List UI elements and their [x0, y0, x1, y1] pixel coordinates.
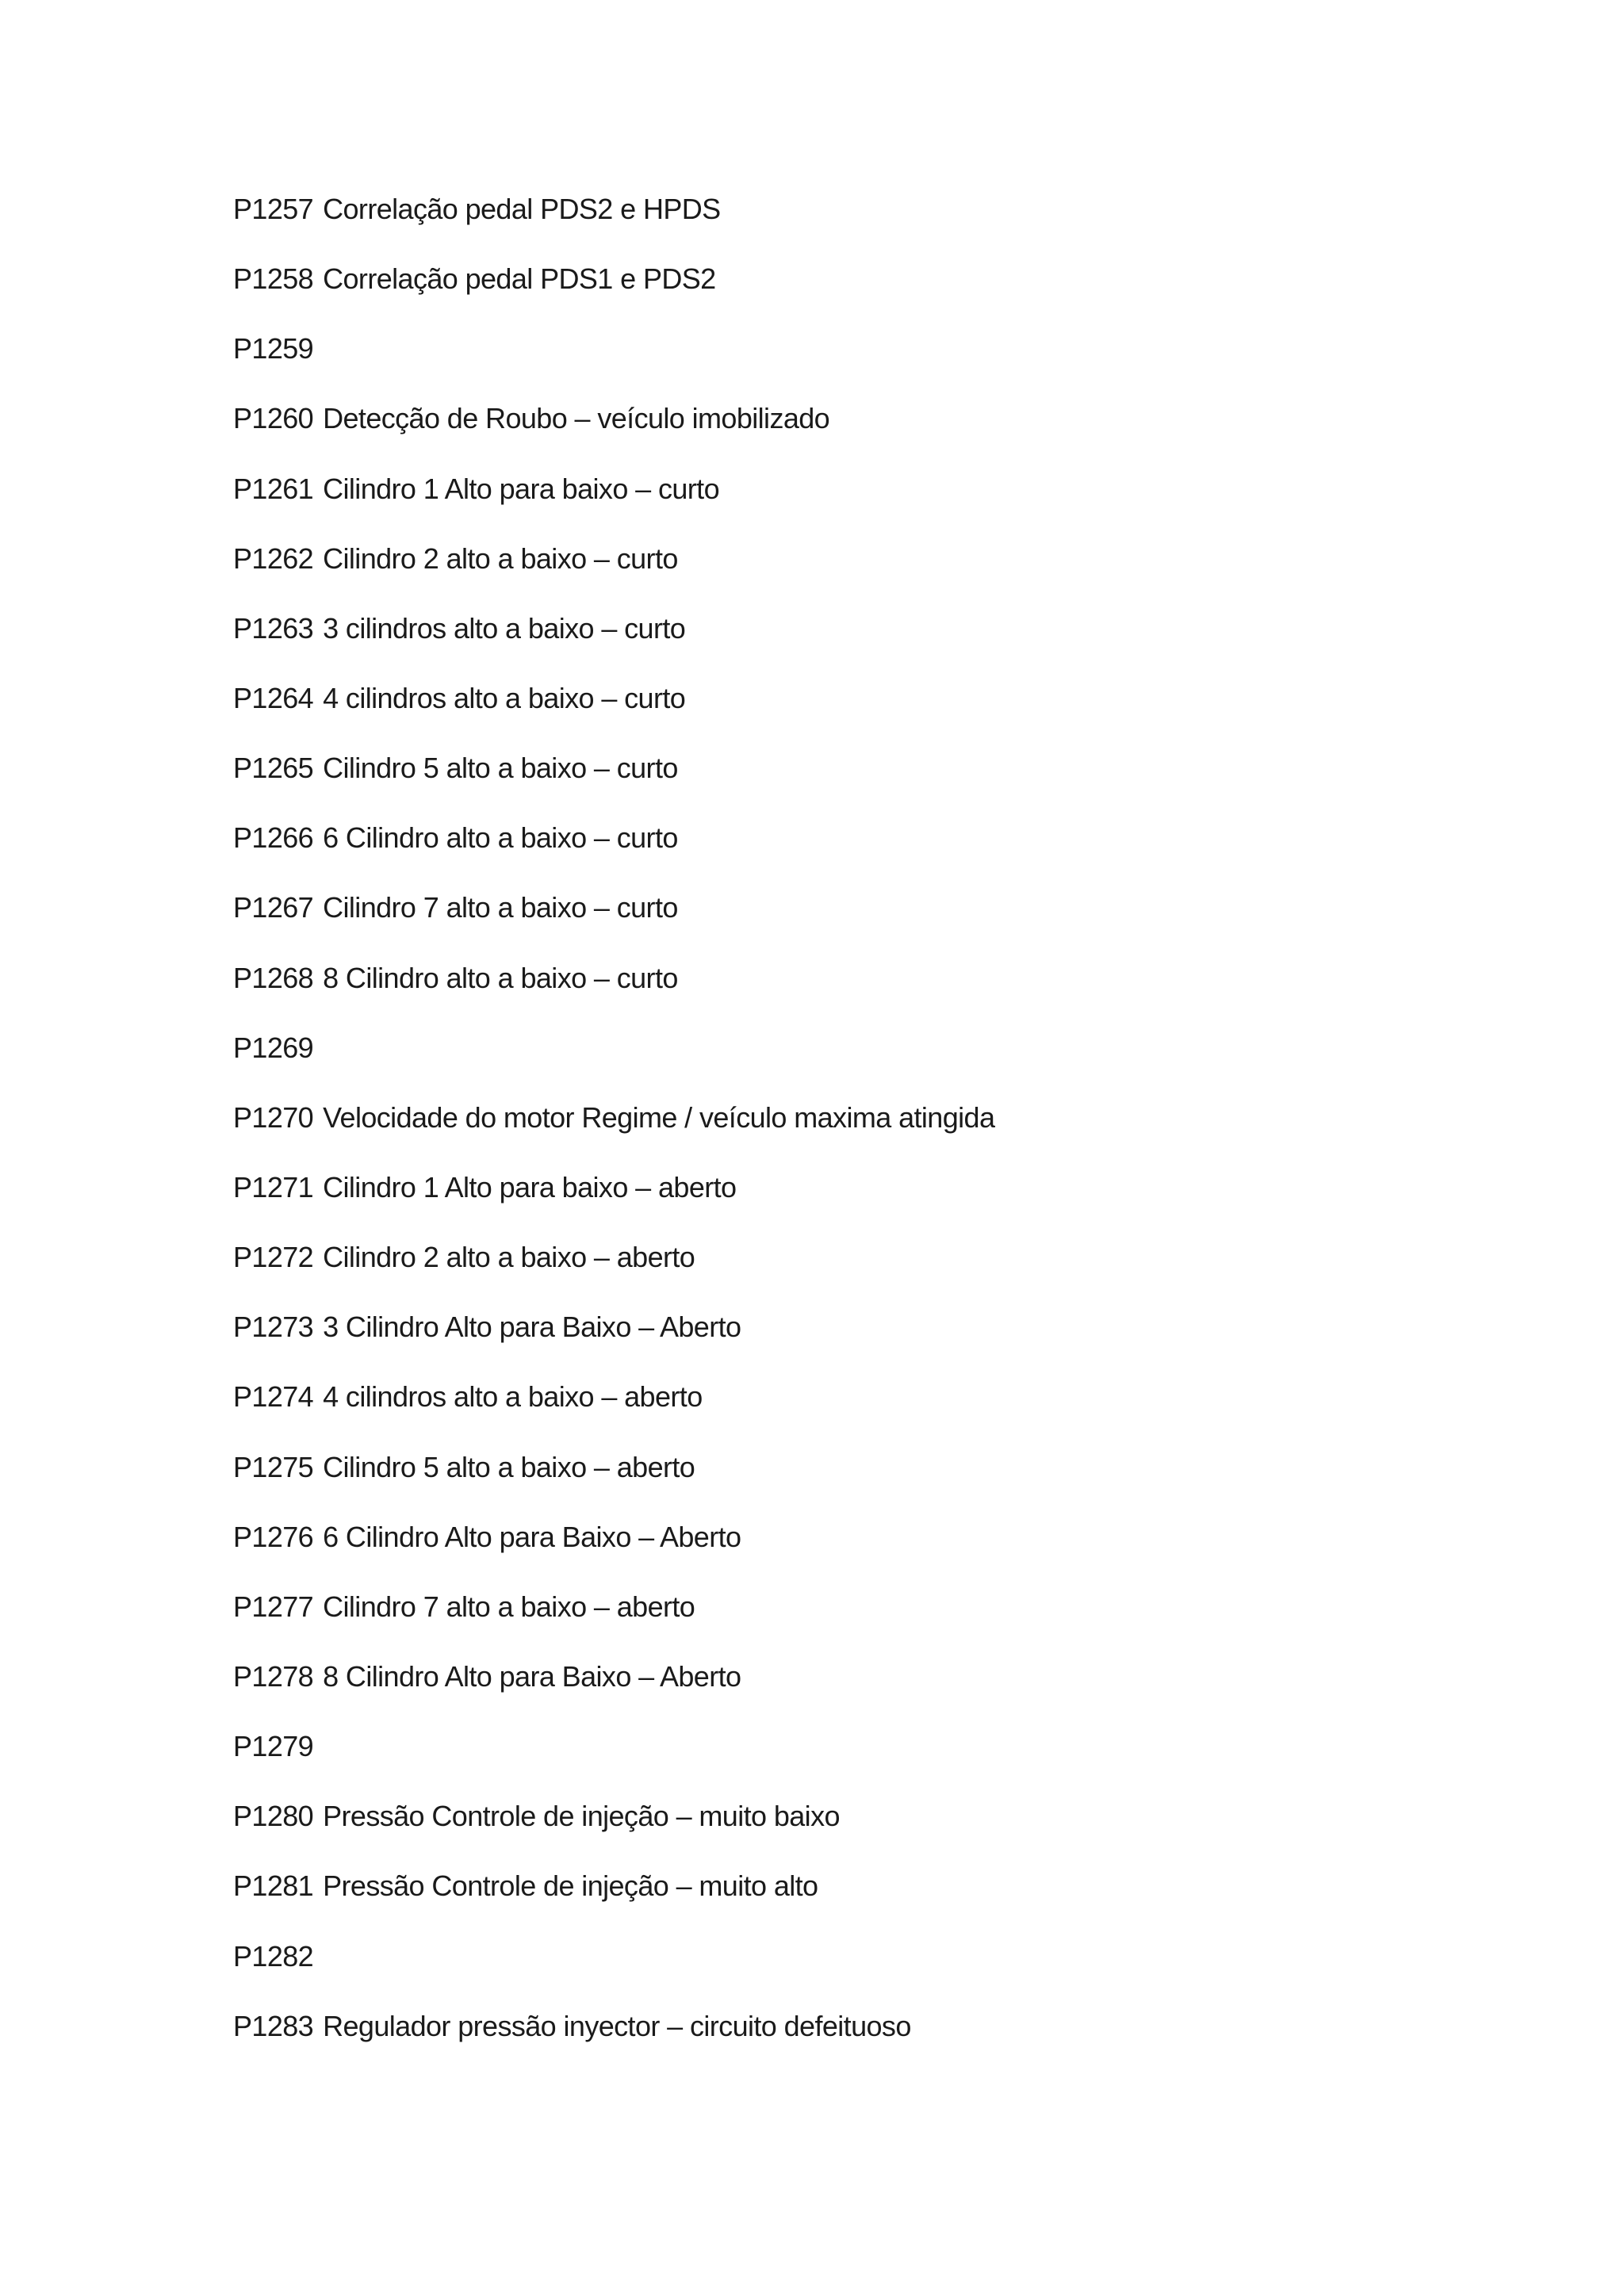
fault-code: P1266 — [233, 821, 314, 855]
fault-code: P1261 — [233, 472, 314, 505]
list-item — [233, 1866, 994, 1935]
list-item — [233, 1376, 994, 1446]
list-item — [233, 1726, 994, 1796]
fault-description: Velocidade do motor Regime / veículo maxima atingida — [323, 1100, 995, 1134]
fault-code: P1276 — [233, 1520, 314, 1553]
fault-code: P1264 — [233, 681, 314, 714]
list-item — [233, 1027, 994, 1097]
list-item — [233, 189, 994, 258]
list-item — [233, 608, 994, 678]
fault-code: P1268 — [233, 961, 314, 994]
list-item — [233, 1097, 994, 1167]
list-item — [233, 1167, 994, 1237]
list-item — [233, 469, 994, 538]
list-item — [233, 958, 994, 1027]
fault-description: Regulador pressão inyector – circuito defeituoso — [323, 2009, 911, 2042]
fault-code: P1267 — [233, 891, 314, 924]
fault-code: P1269 — [233, 1031, 314, 1064]
list-item — [233, 1307, 994, 1376]
fault-description: 3 Cilindro Alto para Baixo – Aberto — [323, 1311, 741, 1344]
fault-code: P1259 — [233, 332, 314, 365]
fault-code: P1260 — [233, 402, 314, 435]
fault-description: Cilindro 5 alto a baixo – curto — [323, 752, 678, 785]
fault-code: P1265 — [233, 752, 314, 785]
fault-description: Detecção de Roubo – veículo imobilizado — [323, 402, 830, 435]
fault-description: 8 Cilindro Alto para Baixo – Aberto — [323, 1659, 741, 1693]
list-item — [233, 1517, 994, 1586]
fault-description: Correlação pedal PDS1 e PDS2 — [323, 262, 716, 296]
fault-description: Cilindro 5 alto a baixo – aberto — [323, 1450, 695, 1483]
fault-code: P1279 — [233, 1730, 314, 1763]
fault-description: 6 Cilindro Alto para Baixo – Aberto — [323, 1520, 741, 1553]
fault-description: Cilindro 2 alto a baixo – curto — [323, 541, 678, 575]
list-item — [233, 1796, 994, 1866]
fault-description: Pressão Controle de injeção – muito alto — [323, 1869, 818, 1903]
fault-code: P1258 — [233, 262, 314, 296]
fault-description: 4 cilindros alto a baixo – aberto — [323, 1380, 703, 1414]
list-item — [233, 817, 994, 887]
fault-code: P1271 — [233, 1170, 314, 1203]
fault-code: P1274 — [233, 1380, 314, 1414]
fault-description: Pressão Controle de injeção – muito baixo — [323, 1800, 840, 1833]
fault-code: P1280 — [233, 1800, 314, 1833]
list-item — [233, 398, 994, 468]
fault-code: P1262 — [233, 541, 314, 575]
fault-code: P1281 — [233, 1869, 314, 1903]
fault-code: P1282 — [233, 1939, 314, 1973]
fault-code: P1275 — [233, 1450, 314, 1483]
fault-description: Cilindro 1 Alto para baixo – curto — [323, 472, 720, 505]
fault-code: P1270 — [233, 1100, 314, 1134]
list-item — [233, 887, 994, 957]
fault-description: Cilindro 1 Alto para baixo – aberto — [323, 1170, 737, 1203]
fault-description: Cilindro 7 alto a baixo – aberto — [323, 1590, 695, 1623]
list-item — [233, 538, 994, 608]
fault-code-list — [233, 189, 994, 2076]
list-item — [233, 748, 994, 817]
list-item — [233, 328, 994, 398]
fault-description: 6 Cilindro alto a baixo – curto — [323, 821, 678, 855]
fault-description: Cilindro 2 alto a baixo – aberto — [323, 1241, 695, 1274]
list-item — [233, 2006, 994, 2076]
list-item — [233, 258, 994, 328]
fault-code: P1277 — [233, 1590, 314, 1623]
fault-code: P1278 — [233, 1659, 314, 1693]
fault-description: 4 cilindros alto a baixo – curto — [323, 681, 686, 714]
list-item — [233, 678, 994, 748]
fault-code: P1283 — [233, 2009, 314, 2042]
fault-description: Correlação pedal PDS2 e HPDS — [323, 193, 721, 225]
fault-code: P1257 — [233, 193, 314, 225]
list-item — [233, 1936, 994, 2006]
list-item — [233, 1586, 994, 1656]
fault-description: Cilindro 7 alto a baixo – curto — [323, 891, 678, 924]
fault-description: 3 cilindros alto a baixo – curto — [323, 611, 686, 645]
list-item — [233, 1656, 994, 1726]
fault-description: 8 Cilindro alto a baixo – curto — [323, 961, 678, 994]
fault-code: P1263 — [233, 611, 314, 645]
fault-code: P1272 — [233, 1241, 314, 1274]
list-item — [233, 1237, 994, 1307]
list-item — [233, 1447, 994, 1517]
fault-code: P1273 — [233, 1311, 314, 1344]
